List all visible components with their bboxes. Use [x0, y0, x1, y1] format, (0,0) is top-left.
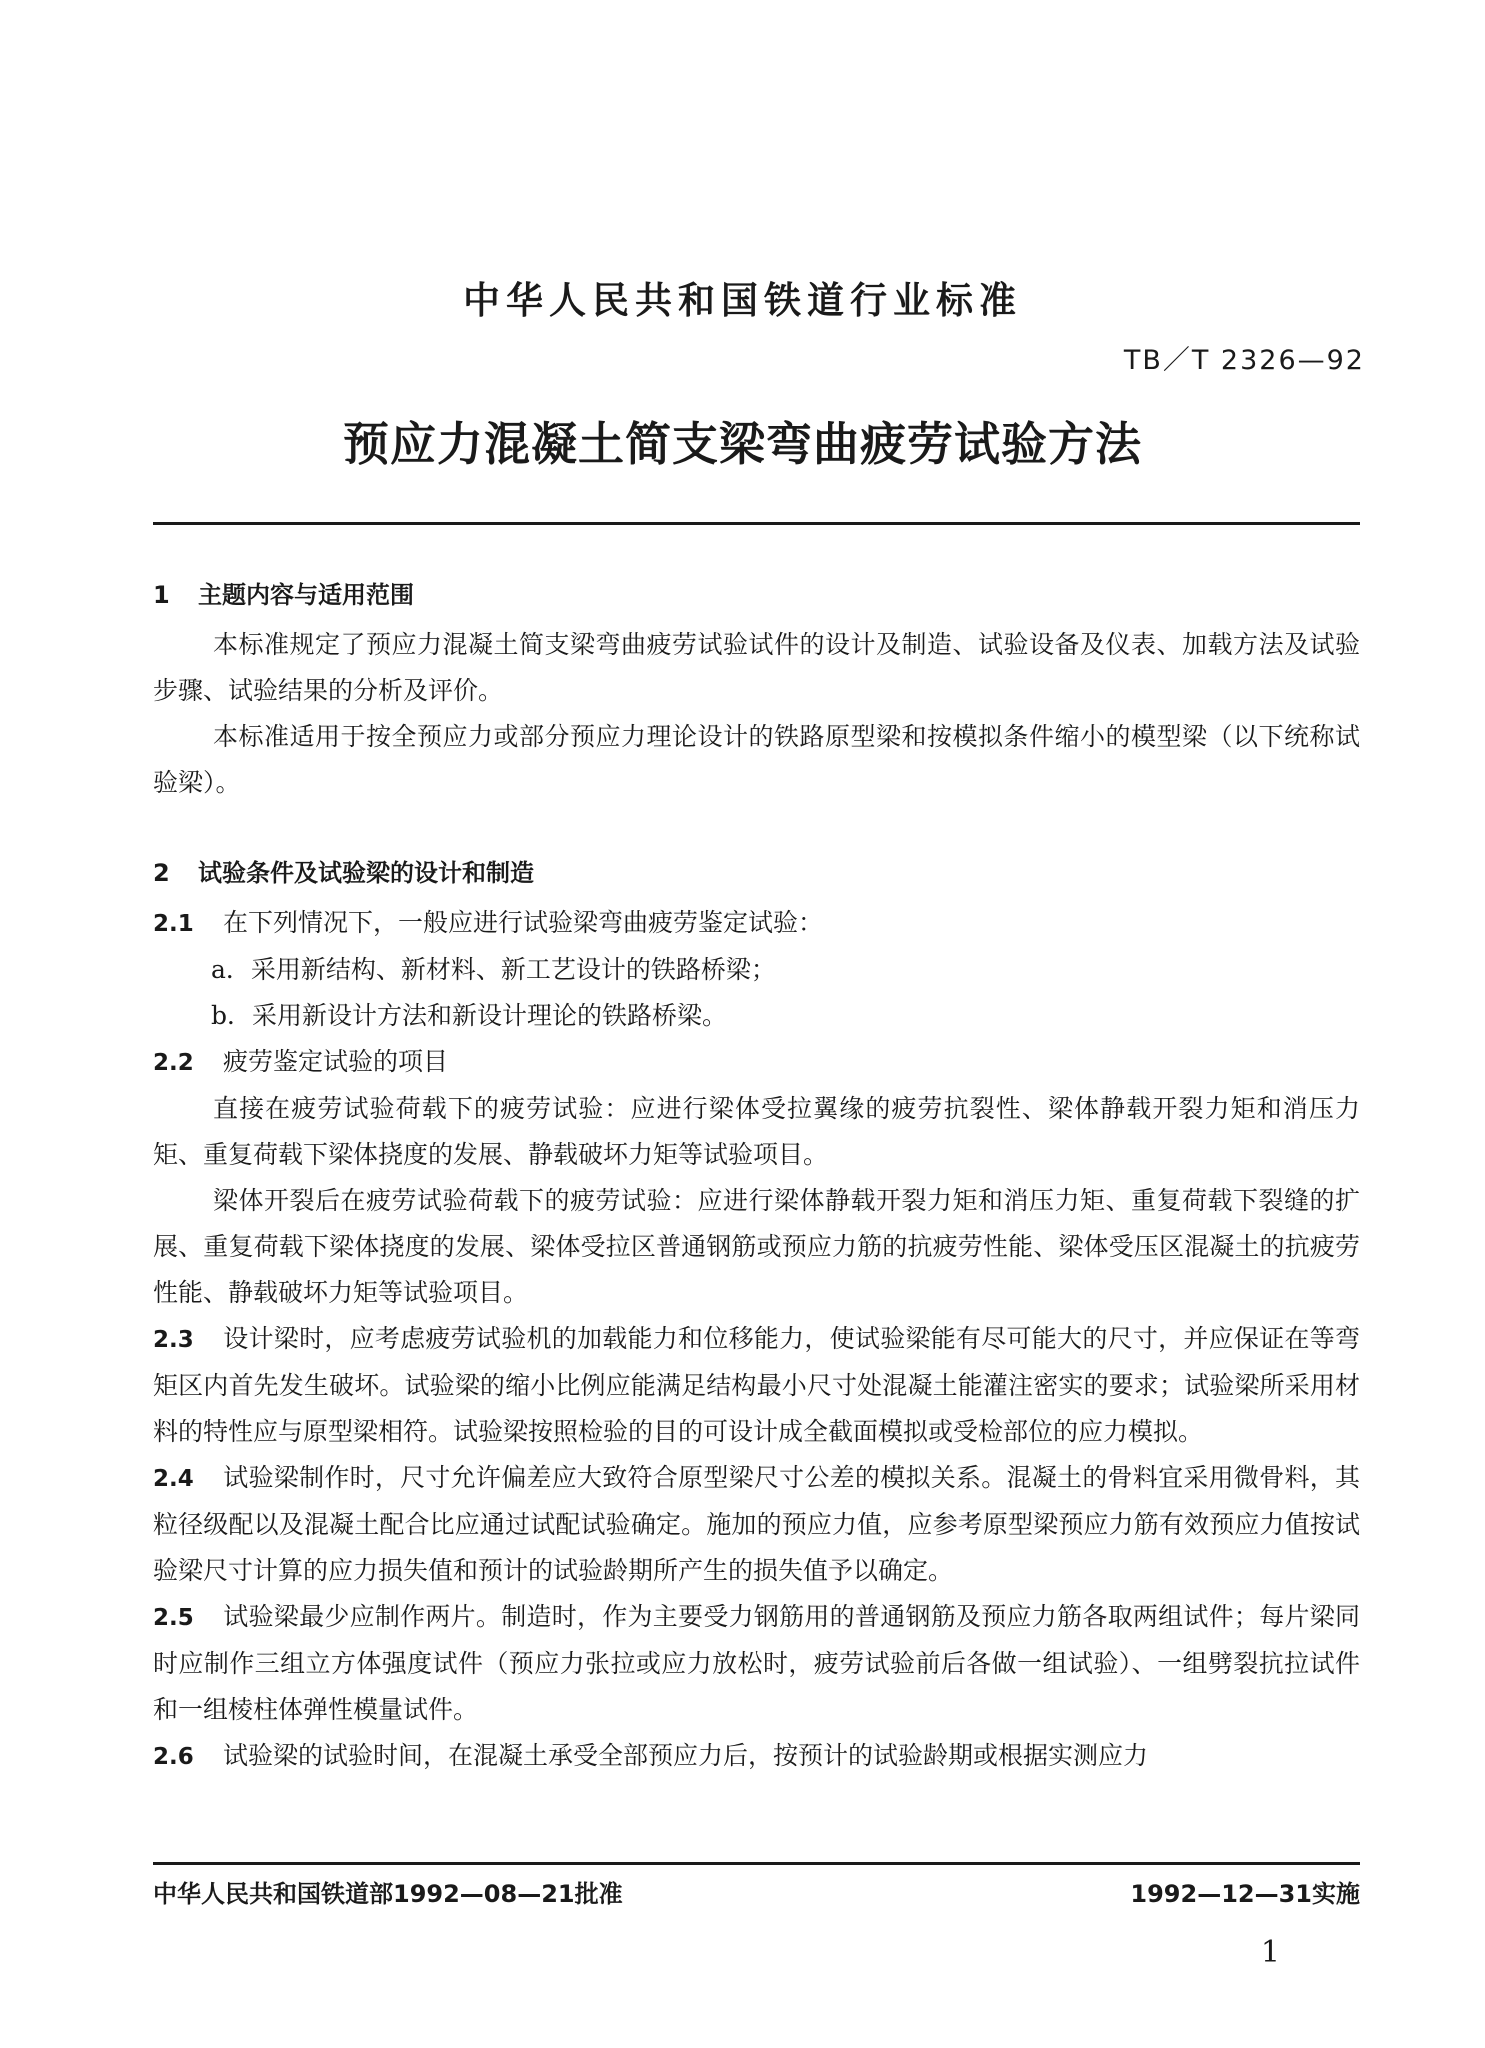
clause-text: 试验梁的试验时间，在混凝土承受全部预应力后，按预计的试验龄期或根据实测应力 [223, 1741, 1149, 1770]
page-number: 1 [1260, 1935, 1280, 1970]
clause-number: 2.2 [153, 1050, 194, 1076]
clause-number: 2.3 [153, 1327, 194, 1353]
clause-text: 在下列情况下，一般应进行试验梁弯曲疲劳鉴定试验： [223, 908, 824, 937]
paragraph: 梁体开裂后在疲劳试验荷载下的疲劳试验：应进行梁体静载开裂力矩和消压力矩、重复荷载下裂缝的扩展、重复荷载下梁体挠度的发展、梁体受拉区普通钢筋或预应力筋的抗疲劳性能、梁体受压区混凝土的抗疲劳性能、静载破坏力矩等试验项目。 [153, 1186, 1360, 1307]
title-divider [153, 522, 1360, 525]
paragraph: 本标准规定了预应力混凝土简支梁弯曲疲劳试验试件的设计及制造、试验设备及仪表、加载方法及试验步骤、试验结果的分析及评价。 [153, 630, 1360, 705]
list-item: a．采用新结构、新材料、新工艺设计的铁路桥梁； [211, 955, 776, 984]
clause-number: 2.6 [153, 1744, 194, 1770]
clause-2-5 [153, 1594, 1360, 1733]
clause-text: 疲劳鉴定试验的项目 [223, 1047, 449, 1076]
paragraph: 本标准适用于按全预应力或部分预应力理论设计的铁路原型梁和按模拟条件缩小的模型梁（以下统称试验梁）。 [153, 722, 1360, 797]
document-title: 预应力混凝土简支梁弯曲疲劳试验方法 [343, 417, 1142, 471]
clause-text: 设计梁时，应考虑疲劳试验机的加载能力和位移能力，使试验梁能有尽可能大的尺寸，并应保证在等弯矩区内首先发生破坏。试验梁的缩小比例应能满足结构最小尺寸处混凝土能灌注密实的要求；试验梁所采用材料的特性应与原型梁相符。试验梁按照检验的目的可设计成全截面模拟或受检部位的应力模拟。 [153, 1324, 1360, 1446]
approval-statement: 中华人民共和国铁道部1992—08—21批准 [153, 1880, 623, 1908]
clause-number: 2.4 [153, 1466, 194, 1492]
section-title: 试验条件及试验梁的设计和制造 [198, 859, 534, 887]
section-2-heading [153, 846, 1360, 900]
clause-2-1 [153, 900, 1360, 947]
paragraph: 直接在疲劳试验荷载下的疲劳试验：应进行梁体受拉翼缘的疲劳抗裂性、梁体静载开裂力矩和消压力矩、重复荷载下梁体挠度的发展、静载破坏力矩等试验项目。 [153, 1094, 1360, 1169]
section-1-heading [153, 568, 1360, 622]
clause-text: 试验梁最少应制作两片。制造时，作为主要受力钢筋用的普通钢筋及预应力筋各取两组试件；每片梁同时应制作三组立方体强度试件（预应力张拉或应力放松时，疲劳试验前后各做一组试验）、一组劈裂抗拉试件和一组棱柱体弹性模量试件。 [153, 1602, 1360, 1724]
document-body [153, 568, 1360, 1780]
clause-2-3 [153, 1316, 1360, 1455]
clause-2-2 [153, 1039, 1360, 1086]
list-item: b．采用新设计方法和新设计理论的铁路桥梁。 [211, 1001, 728, 1030]
clause-2-4 [153, 1455, 1360, 1594]
clause-2-6 [153, 1733, 1360, 1780]
clause-number: 2.1 [153, 911, 194, 937]
standard-code: TB／T 2326—92 [1123, 345, 1365, 376]
section-number: 2 [153, 859, 170, 887]
effective-date: 1992—12—31实施 [1130, 1880, 1360, 1908]
clause-number: 2.5 [153, 1605, 194, 1631]
footer-divider [153, 1862, 1360, 1865]
section-number: 1 [153, 581, 170, 609]
clause-text: 试验梁制作时，尺寸允许偏差应大致符合原型梁尺寸公差的模拟关系。混凝土的骨料宜采用微骨料，其粒径级配以及混凝土配合比应通过试配试验确定。施加的预应力值，应参考原型梁预应力筋有效预应力值按试验梁尺寸计算的应力损失值和预计的试验龄期所产生的损失值予以确定。 [153, 1463, 1360, 1585]
section-title: 主题内容与适用范围 [198, 581, 414, 609]
issuing-organization: 中华人民共和国铁道行业标准 [463, 279, 1022, 322]
